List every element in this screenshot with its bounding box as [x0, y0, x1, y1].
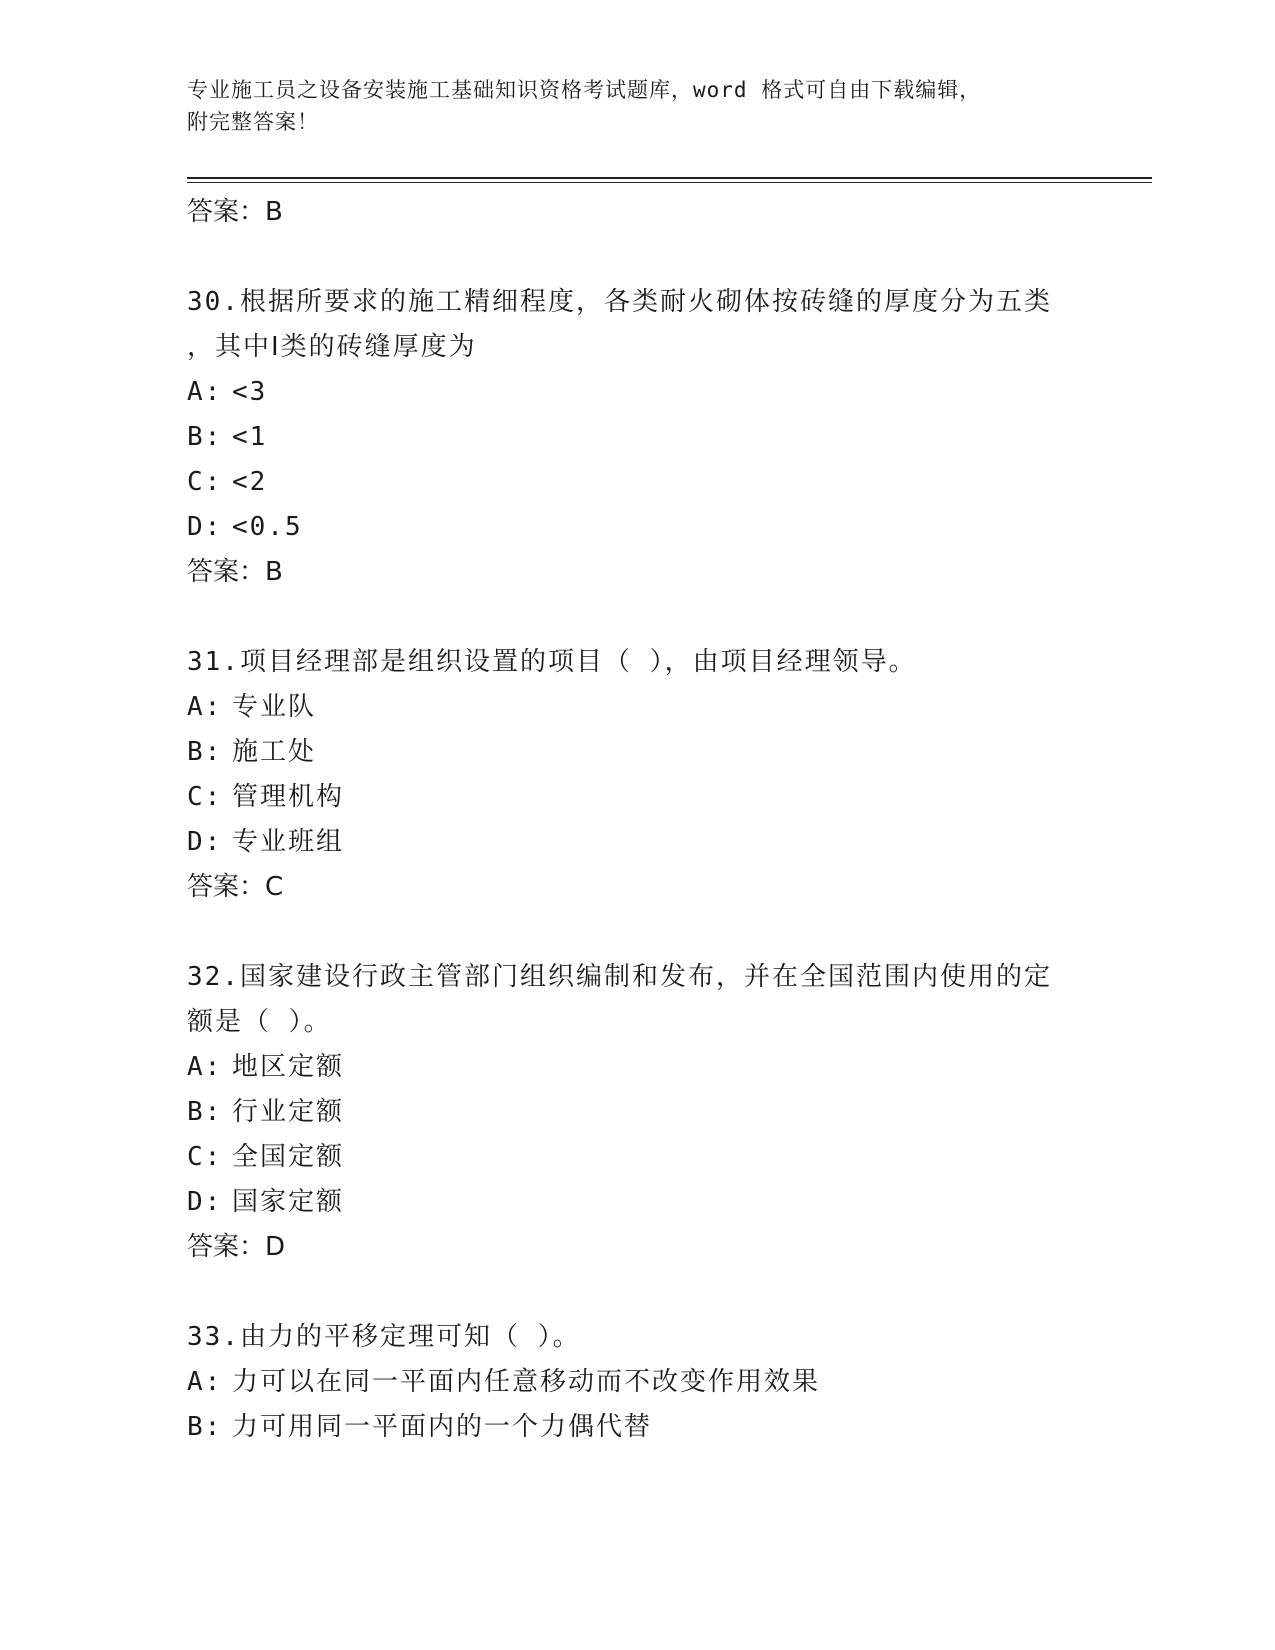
- option-label: B:: [187, 422, 223, 452]
- option-c: [187, 460, 1087, 505]
- option-d: [187, 1180, 1087, 1225]
- question-text: 33.由力的平移定理可知（ ）。: [187, 1322, 581, 1352]
- option-text: 专业队: [232, 692, 317, 722]
- option-label: C:: [187, 1142, 223, 1172]
- question-33: [187, 1315, 1087, 1450]
- question-text-cont: 额是（ ）。: [187, 1007, 332, 1037]
- option-text: 地区定额: [232, 1052, 345, 1082]
- answer-29: 答案：B: [187, 197, 283, 227]
- option-b: [187, 1405, 1087, 1450]
- option-text: 力可用同一平面内的一个力偶代替: [232, 1412, 653, 1442]
- option-d: [187, 505, 1087, 550]
- header-line-1: 专业施工员之设备安装施工基础知识资格考试题库，word 格式可自由下载编辑，: [187, 78, 982, 102]
- option-c: [187, 1135, 1087, 1180]
- option-text: 行业定额: [232, 1097, 345, 1127]
- option-text: <2: [232, 467, 268, 497]
- question-text: 32.国家建设行政主管部门组织编制和发布，并在全国范围内使用的定: [187, 962, 1052, 992]
- option-label: A:: [187, 1367, 223, 1397]
- option-a: [187, 685, 1087, 730]
- option-label: B:: [187, 1412, 223, 1442]
- question-text: 31.项目经理部是组织设置的项目（ ），由项目经理领导。: [187, 647, 917, 677]
- option-label: B:: [187, 1097, 223, 1127]
- option-label: A:: [187, 377, 223, 407]
- option-d: [187, 820, 1087, 865]
- question-list: [187, 190, 1087, 1450]
- option-label: D:: [187, 512, 223, 542]
- option-a: [187, 370, 1087, 415]
- option-b: [187, 415, 1087, 460]
- option-label: A:: [187, 1052, 223, 1082]
- option-label: C:: [187, 782, 223, 812]
- question-text: 30.根据所要求的施工精细程度，各类耐火砌体按砖缝的厚度分为五类: [187, 287, 1052, 317]
- option-b: [187, 1090, 1087, 1135]
- option-label: B:: [187, 737, 223, 767]
- option-text: 力可以在同一平面内任意移动而不改变作用效果: [232, 1367, 821, 1397]
- question-31: [187, 640, 1087, 910]
- spacer: [187, 910, 1087, 955]
- option-text: 国家定额: [232, 1187, 345, 1217]
- option-text: <0.5: [232, 512, 303, 542]
- option-text: 全国定额: [232, 1142, 345, 1172]
- option-label: D:: [187, 827, 223, 857]
- option-text: 管理机构: [232, 782, 345, 812]
- page-header: [187, 74, 1087, 138]
- question-text-cont: ，其中Ⅰ类的砖缝厚度为: [187, 332, 477, 362]
- option-label: D:: [187, 1187, 223, 1217]
- option-a: [187, 1045, 1087, 1090]
- answer-32: 答案：D: [187, 1232, 286, 1262]
- option-label: A:: [187, 692, 223, 722]
- header-divider: [187, 177, 1152, 179]
- header-line-2: 附完整答案！: [187, 110, 319, 134]
- question-32: [187, 955, 1087, 1270]
- spacer: [187, 595, 1087, 640]
- answer-30: 答案：B: [187, 557, 283, 587]
- option-a: [187, 1360, 1087, 1405]
- option-label: C:: [187, 467, 223, 497]
- answer-31: 答案：C: [187, 872, 284, 902]
- option-b: [187, 730, 1087, 775]
- option-text: <1: [232, 422, 268, 452]
- option-text: 专业班组: [232, 827, 345, 857]
- option-text: <3: [232, 377, 268, 407]
- spacer: [187, 235, 1087, 280]
- spacer: [187, 1270, 1087, 1315]
- option-c: [187, 775, 1087, 820]
- header-divider-thin: [187, 182, 1152, 183]
- option-text: 施工处: [232, 737, 317, 767]
- question-30: [187, 280, 1087, 595]
